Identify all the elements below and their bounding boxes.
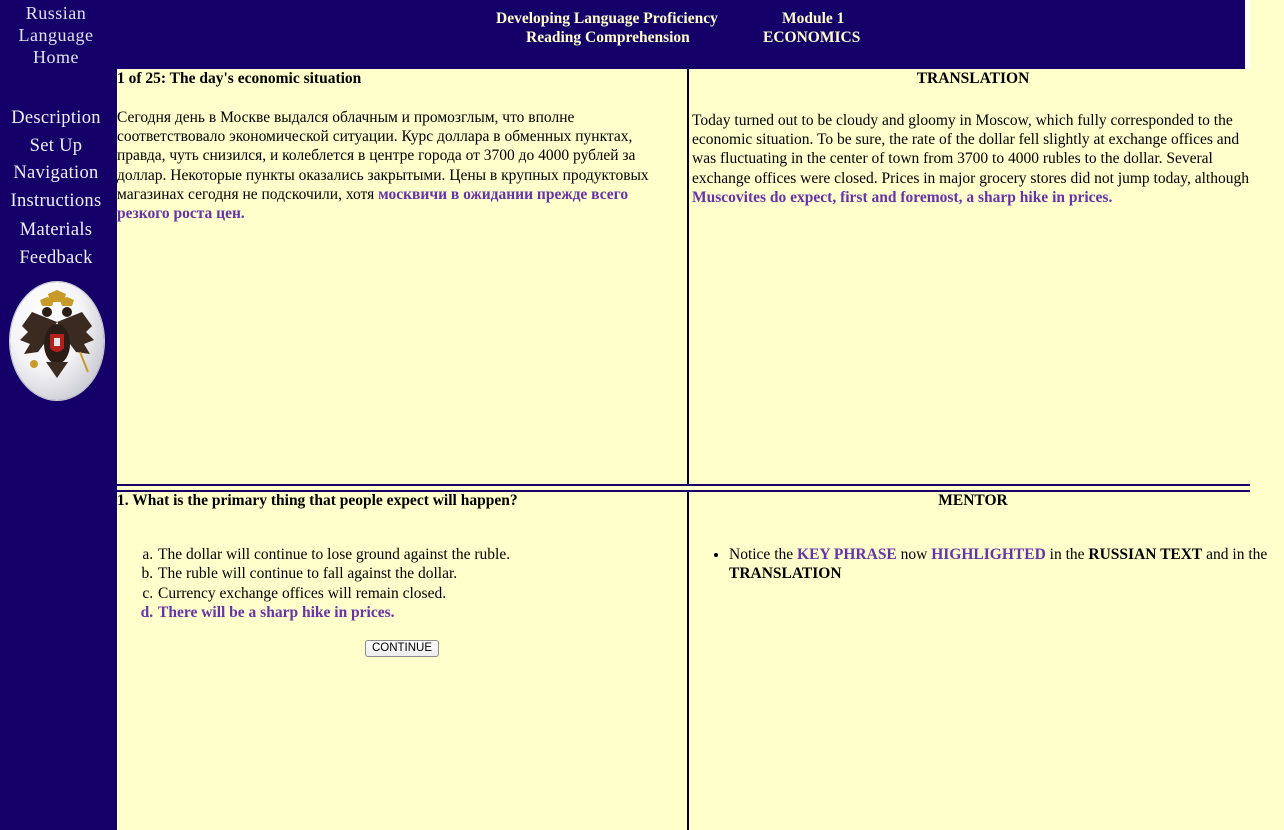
mentor-text-1: Notice the [729,546,798,563]
module-number: Module 1 [782,10,845,27]
mentor-translation: TRANSLATION [729,565,842,583]
course-subtitle: Reading Comprehension [526,29,690,46]
sidebar [0,0,117,830]
nav-set-up[interactable]: Set Up [29,136,83,156]
answer-list [117,545,510,623]
answer-c[interactable]: c. Currency exchange offices will remain closed. [157,584,510,603]
module-topic: ECONOMICS [763,29,861,46]
russian-language-home-link[interactable] [0,2,112,68]
nav-description[interactable]: Description [11,108,101,128]
mentor-text-4: and in the [1202,546,1268,563]
translation-text-body: Today turned out to be cloudy and gloomy in Moscow, which fully corresponded to the economic situation. To be sure, the rate of the dollar fell slightly at exchange offices and was fluctuating in the center of town from 3700 to 4000 rubles to the dollar. Several exchange offices were closed. Prices in major grocery stores did not jump today, although [692,112,1249,187]
mentor-note [729,545,1284,584]
question-title: 1. What is the primary thing that people expect will happen? [117,492,518,509]
mentor-russian-text: RUSSIAN TEXT [1088,546,1203,563]
translation-title: TRANSLATION [916,70,1030,87]
mentor-text-3: in the [1045,546,1089,563]
mentor-highlighted: HIGHLIGHTED [931,546,1046,563]
nav-materials[interactable]: Materials [19,220,93,240]
answer-a[interactable]: a. The dollar will continue to lose ground against the ruble. [157,545,510,564]
mentor-title: MENTOR [938,492,1008,509]
mentor-key-phrase: KEY PHRASE [797,546,897,563]
russian-key-phrase: москвичи в ожидании прежде всего резкого роста цен. [117,185,629,223]
russian-text-body: Сегодня день в Москве выдался облачным и промозглым, что вполне соответствовало экономической ситуации. Курс доллара в обменных пунктах, правда, чуть снизился, и колеблется в центре города от 3700 до 4000 рублей за доллар. Некоторые пункты оказались закрытыми. Цены в крупных продуктовых магазинах сегодня не подскочили, хотя [117,109,649,203]
russian-text [117,108,677,223]
course-title: Developing Language Proficiency [496,10,718,27]
nav-feedback[interactable]: Feedback [19,248,93,268]
mentor-text-2: now [896,546,932,563]
answer-d[interactable]: d. There will be a sharp hike in prices. [157,603,510,622]
translation-key-phrase: Muscovites do expect, first and foremost, a sharp hike in prices. [692,188,1113,206]
reading-title: 1 of 25: The day's economic situation [117,70,362,87]
continue-button[interactable]: CONTINUE [365,640,439,657]
module-header [117,0,1245,69]
home-link-line-2: Language [18,25,94,45]
top-column-divider [687,69,689,486]
header-edge [1245,0,1250,69]
row-divider [117,484,1250,492]
bottom-column-divider [687,492,689,830]
translation-text [692,111,1260,207]
double-headed-eagle-emblem-icon [10,282,104,400]
home-link-line-3: Home [33,47,79,67]
nav-instructions[interactable]: Instructions [10,191,102,211]
answer-b[interactable]: b. The ruble will continue to fall against the dollar. [157,564,510,583]
mentor-notes [693,545,1284,584]
home-link-line-1: Russian [25,3,87,23]
nav-navigation[interactable]: Navigation [13,163,99,183]
